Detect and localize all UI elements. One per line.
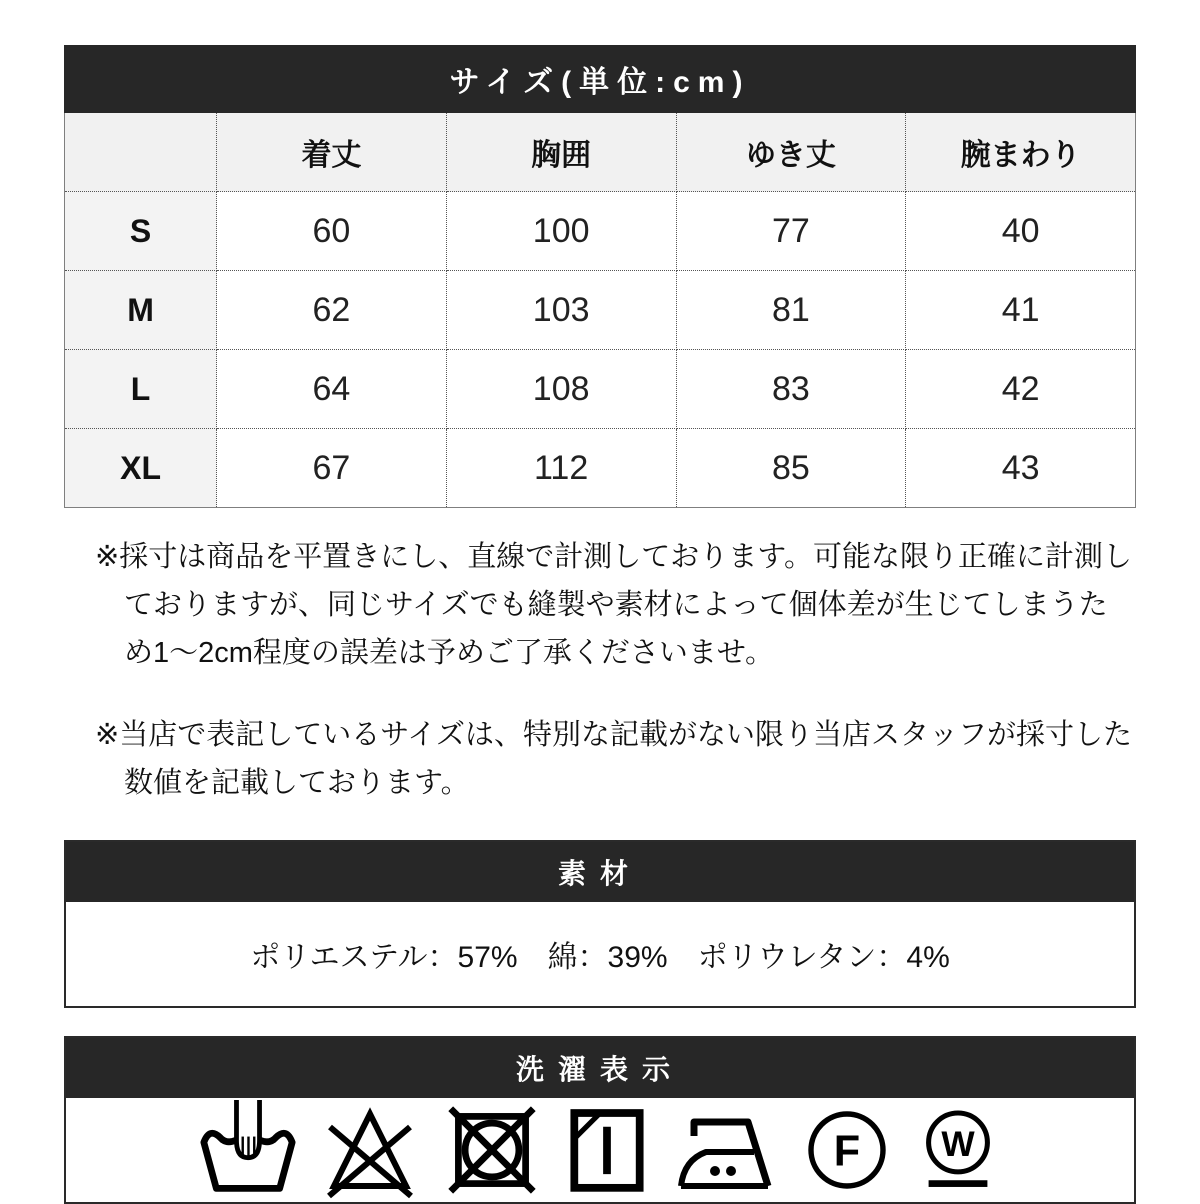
size-table <box>64 45 1136 508</box>
hand-wash-icon <box>200 1100 296 1200</box>
material-section-title: 素材 <box>66 842 1134 902</box>
size-value-cell: 103 <box>446 271 676 350</box>
staff-measured-note: ※当店で表記しているサイズは、特別な記載がない限り当店スタッフが採寸した数値を記載しております。 <box>95 719 1132 799</box>
size-value-cell: 100 <box>446 192 676 271</box>
size-row-label: S <box>65 192 217 271</box>
size-value-cell: 62 <box>217 271 447 350</box>
size-value-cell: 112 <box>446 429 676 508</box>
hang-dry-in-shade-icon <box>564 1100 650 1200</box>
size-row-label: M <box>65 271 217 350</box>
size-row-label: XL <box>65 429 217 508</box>
size-table-header-row <box>65 113 1136 192</box>
measurement-note: ※採寸は商品を平置きにし、直線で計測しております。可能な限り正確に計測しておりますが、同じサイズでも縫製や素材によって個体差が生じてしまうため1〜2cm程度の誤差は予めご了承くださいませ。 <box>95 541 1132 669</box>
table-row-s <box>65 192 1136 271</box>
size-value-cell: 85 <box>676 429 906 508</box>
do-not-bleach-icon <box>320 1100 420 1200</box>
size-value-cell: 81 <box>676 271 906 350</box>
size-value-cell: 77 <box>676 192 906 271</box>
size-value-cell: 60 <box>217 192 447 271</box>
wet-clean-letter: W <box>941 1124 975 1164</box>
care-section <box>64 1036 1136 1204</box>
dry-clean-letter: F <box>833 1127 861 1176</box>
col-header-sleeve-length: ゆき丈 <box>676 113 906 192</box>
size-table-title: サイズ(単位:cm) <box>65 46 1136 113</box>
size-value-cell: 41 <box>906 271 1136 350</box>
table-row-l <box>65 350 1136 429</box>
care-symbols-row <box>66 1098 1134 1202</box>
material-section <box>64 840 1136 1008</box>
size-value-cell: 64 <box>217 350 447 429</box>
size-value-cell: 40 <box>906 192 1136 271</box>
table-row-xl <box>65 429 1136 508</box>
table-row-m <box>65 271 1136 350</box>
size-value-cell: 43 <box>906 429 1136 508</box>
col-header-arm-circumference: 腕まわり <box>906 113 1136 192</box>
iron-medium-icon <box>674 1100 778 1200</box>
size-value-cell: 42 <box>906 350 1136 429</box>
corner-cell <box>65 113 217 192</box>
col-header-body-length: 着丈 <box>217 113 447 192</box>
size-value-cell: 67 <box>217 429 447 508</box>
material-composition: ポリエステル：57% 綿：39% ポリウレタン：4% <box>66 902 1134 1006</box>
care-section-title: 洗濯表示 <box>66 1038 1134 1098</box>
col-header-chest: 胸囲 <box>446 113 676 192</box>
size-row-label: L <box>65 350 217 429</box>
do-not-tumble-dry-icon <box>444 1100 540 1200</box>
size-table-title-row <box>65 46 1136 113</box>
size-value-cell: 83 <box>676 350 906 429</box>
professional-wet-clean-icon <box>916 1100 1000 1200</box>
size-value-cell: 108 <box>446 350 676 429</box>
dry-clean-petroleum-icon <box>802 1100 892 1200</box>
